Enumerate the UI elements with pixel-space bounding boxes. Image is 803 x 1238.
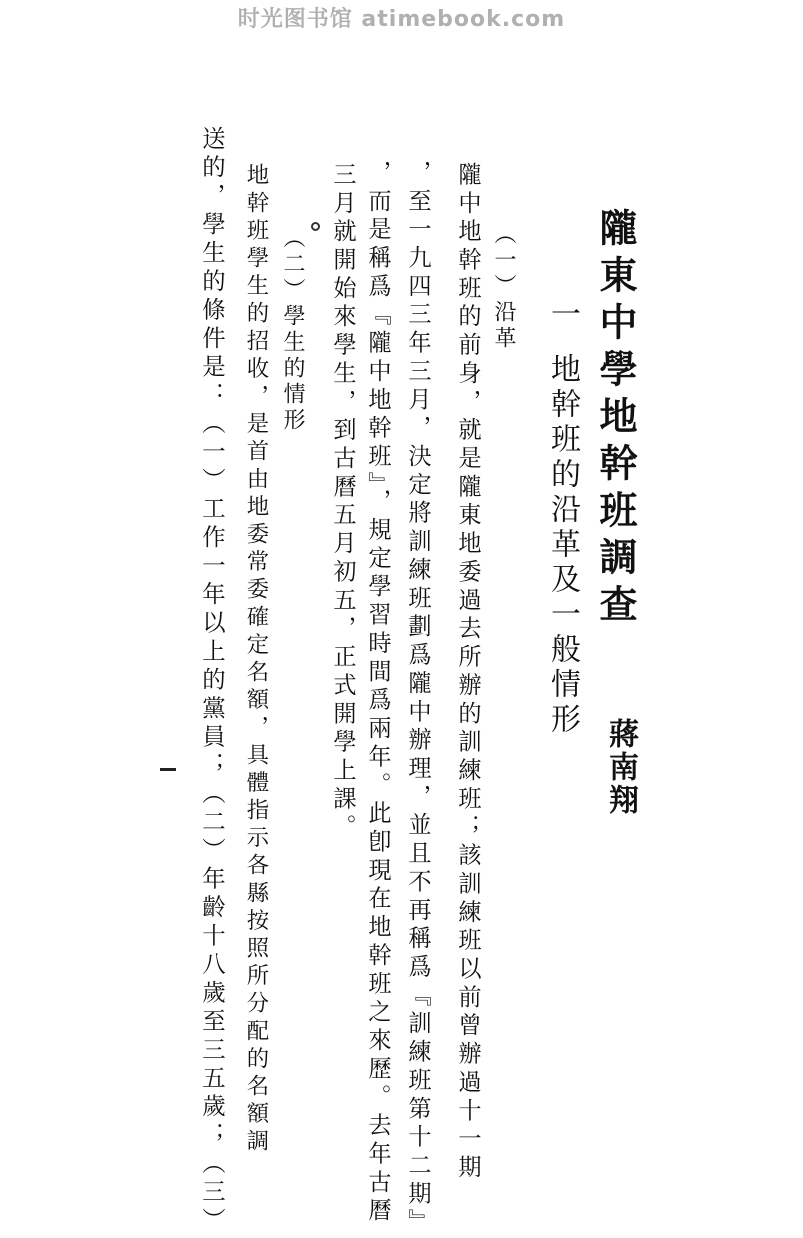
paragraph-line: 送的，學生的條件是：（一）工作一年以上的黨員；（二）年齡十八歲至三五歲；（三） xyxy=(198,126,226,1236)
section-title: 地幹班的沿革及一般情形 xyxy=(545,353,580,738)
paragraph-line: 隴中地幹班的前身，就是隴東地委過去所辦的訓練班；該訓練班以前曾辦過十一期 xyxy=(454,162,481,1183)
article-title: 隴東中學地幹班調查 xyxy=(593,208,638,631)
paragraph-line: ，至一九四三年三月，決定將訓練班劃爲隴中辦理，並且不再稱爲『訓練班第十二期』 xyxy=(404,160,431,1238)
paragraph-line: 三月就開始來學生，到古曆五月初五，正式開學上課。 xyxy=(329,162,356,843)
subsection-heading-history: （一）沿革 xyxy=(491,222,516,352)
watermark: 时光图书馆 atimebook.com xyxy=(237,7,566,32)
section-heading xyxy=(540,298,584,738)
page-number-mark xyxy=(160,768,176,771)
ink-blot xyxy=(311,222,320,231)
author-name: 蔣南翔 xyxy=(603,718,638,817)
paragraph-line: ，而是稱爲『隴中地幹班』，規定學習時間爲兩年。此卽現在地幹班之來歷。去年古曆 xyxy=(364,160,391,1227)
section-number: 一 xyxy=(545,298,580,333)
paragraph-line: 地幹班學生的招收，是首由地委常委確定名額，具體指示各縣按照所分配的名額調 xyxy=(243,163,269,1157)
subsection-heading-students: （二）學生的情形 xyxy=(280,226,305,434)
